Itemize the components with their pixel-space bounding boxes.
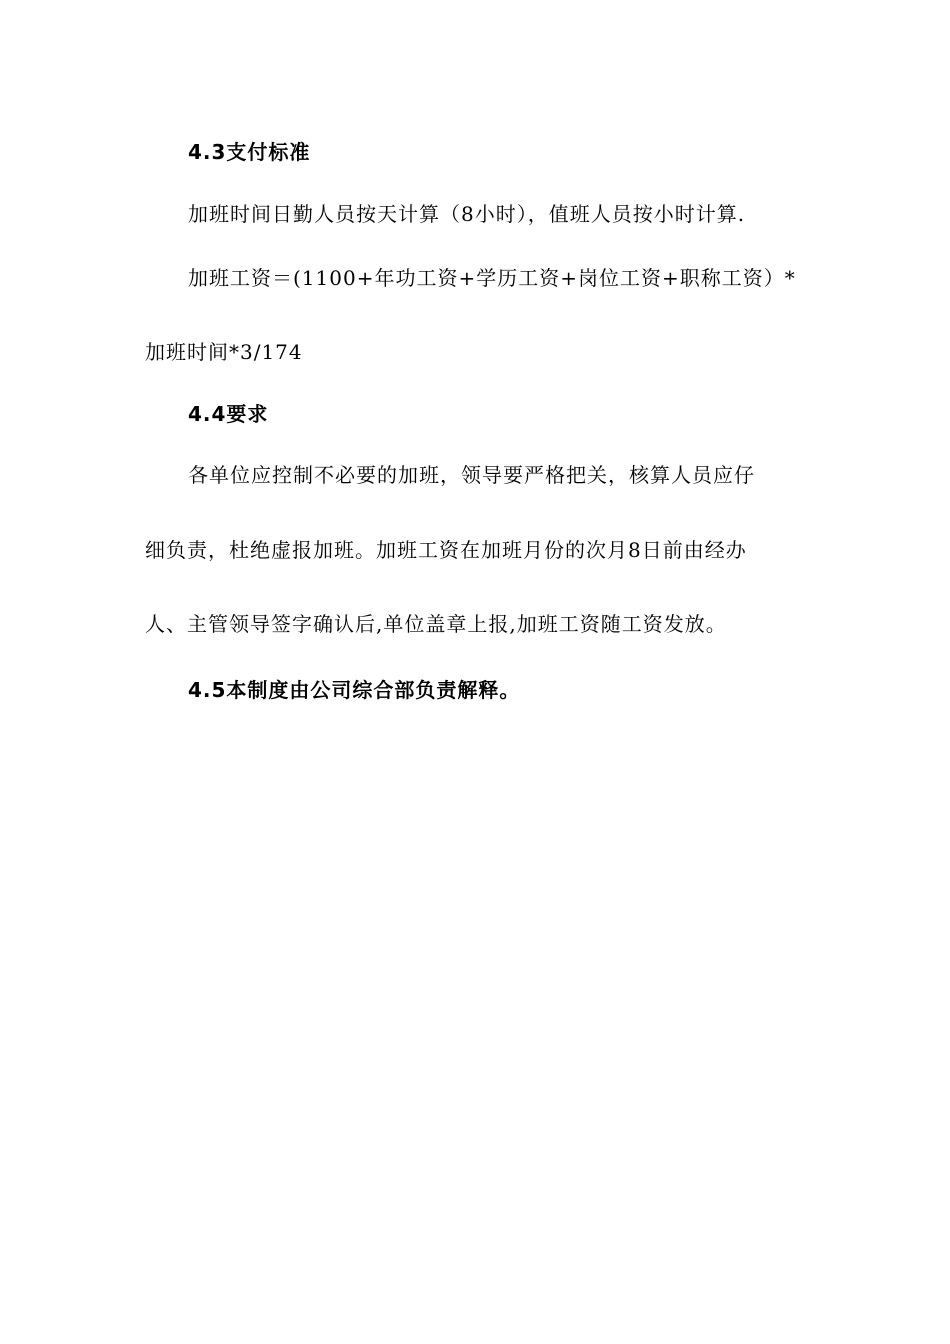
section-4-5-heading: 4.5本制度由公司综合部负责解释。 <box>188 678 521 702</box>
section-4-3-line-3: 加班时间*3/174 <box>145 340 303 364</box>
section-4-3-line-1: 加班时间日勤人员按天计算（8小时），值班人员按小时计算. <box>188 202 746 226</box>
section-4-3-heading: 4.3支付标准 <box>188 140 311 164</box>
section-4-4-line-2: 细负责，杜绝虚报加班。加班工资在加班月份的次月8日前由经办 <box>145 538 747 562</box>
section-4-4-line-1: 各单位应控制不必要的加班，领导要严格把关，核算人员应仔 <box>188 463 755 487</box>
section-4-3-line-2: 加班工资＝(1100+年功工资+学历工资+岗位工资+职称工资）* <box>188 266 796 290</box>
section-4-4-line-3: 人、主管领导签字确认后,单位盖章上报,加班工资随工资发放。 <box>145 612 727 636</box>
section-4-4-heading: 4.4要求 <box>188 402 269 426</box>
